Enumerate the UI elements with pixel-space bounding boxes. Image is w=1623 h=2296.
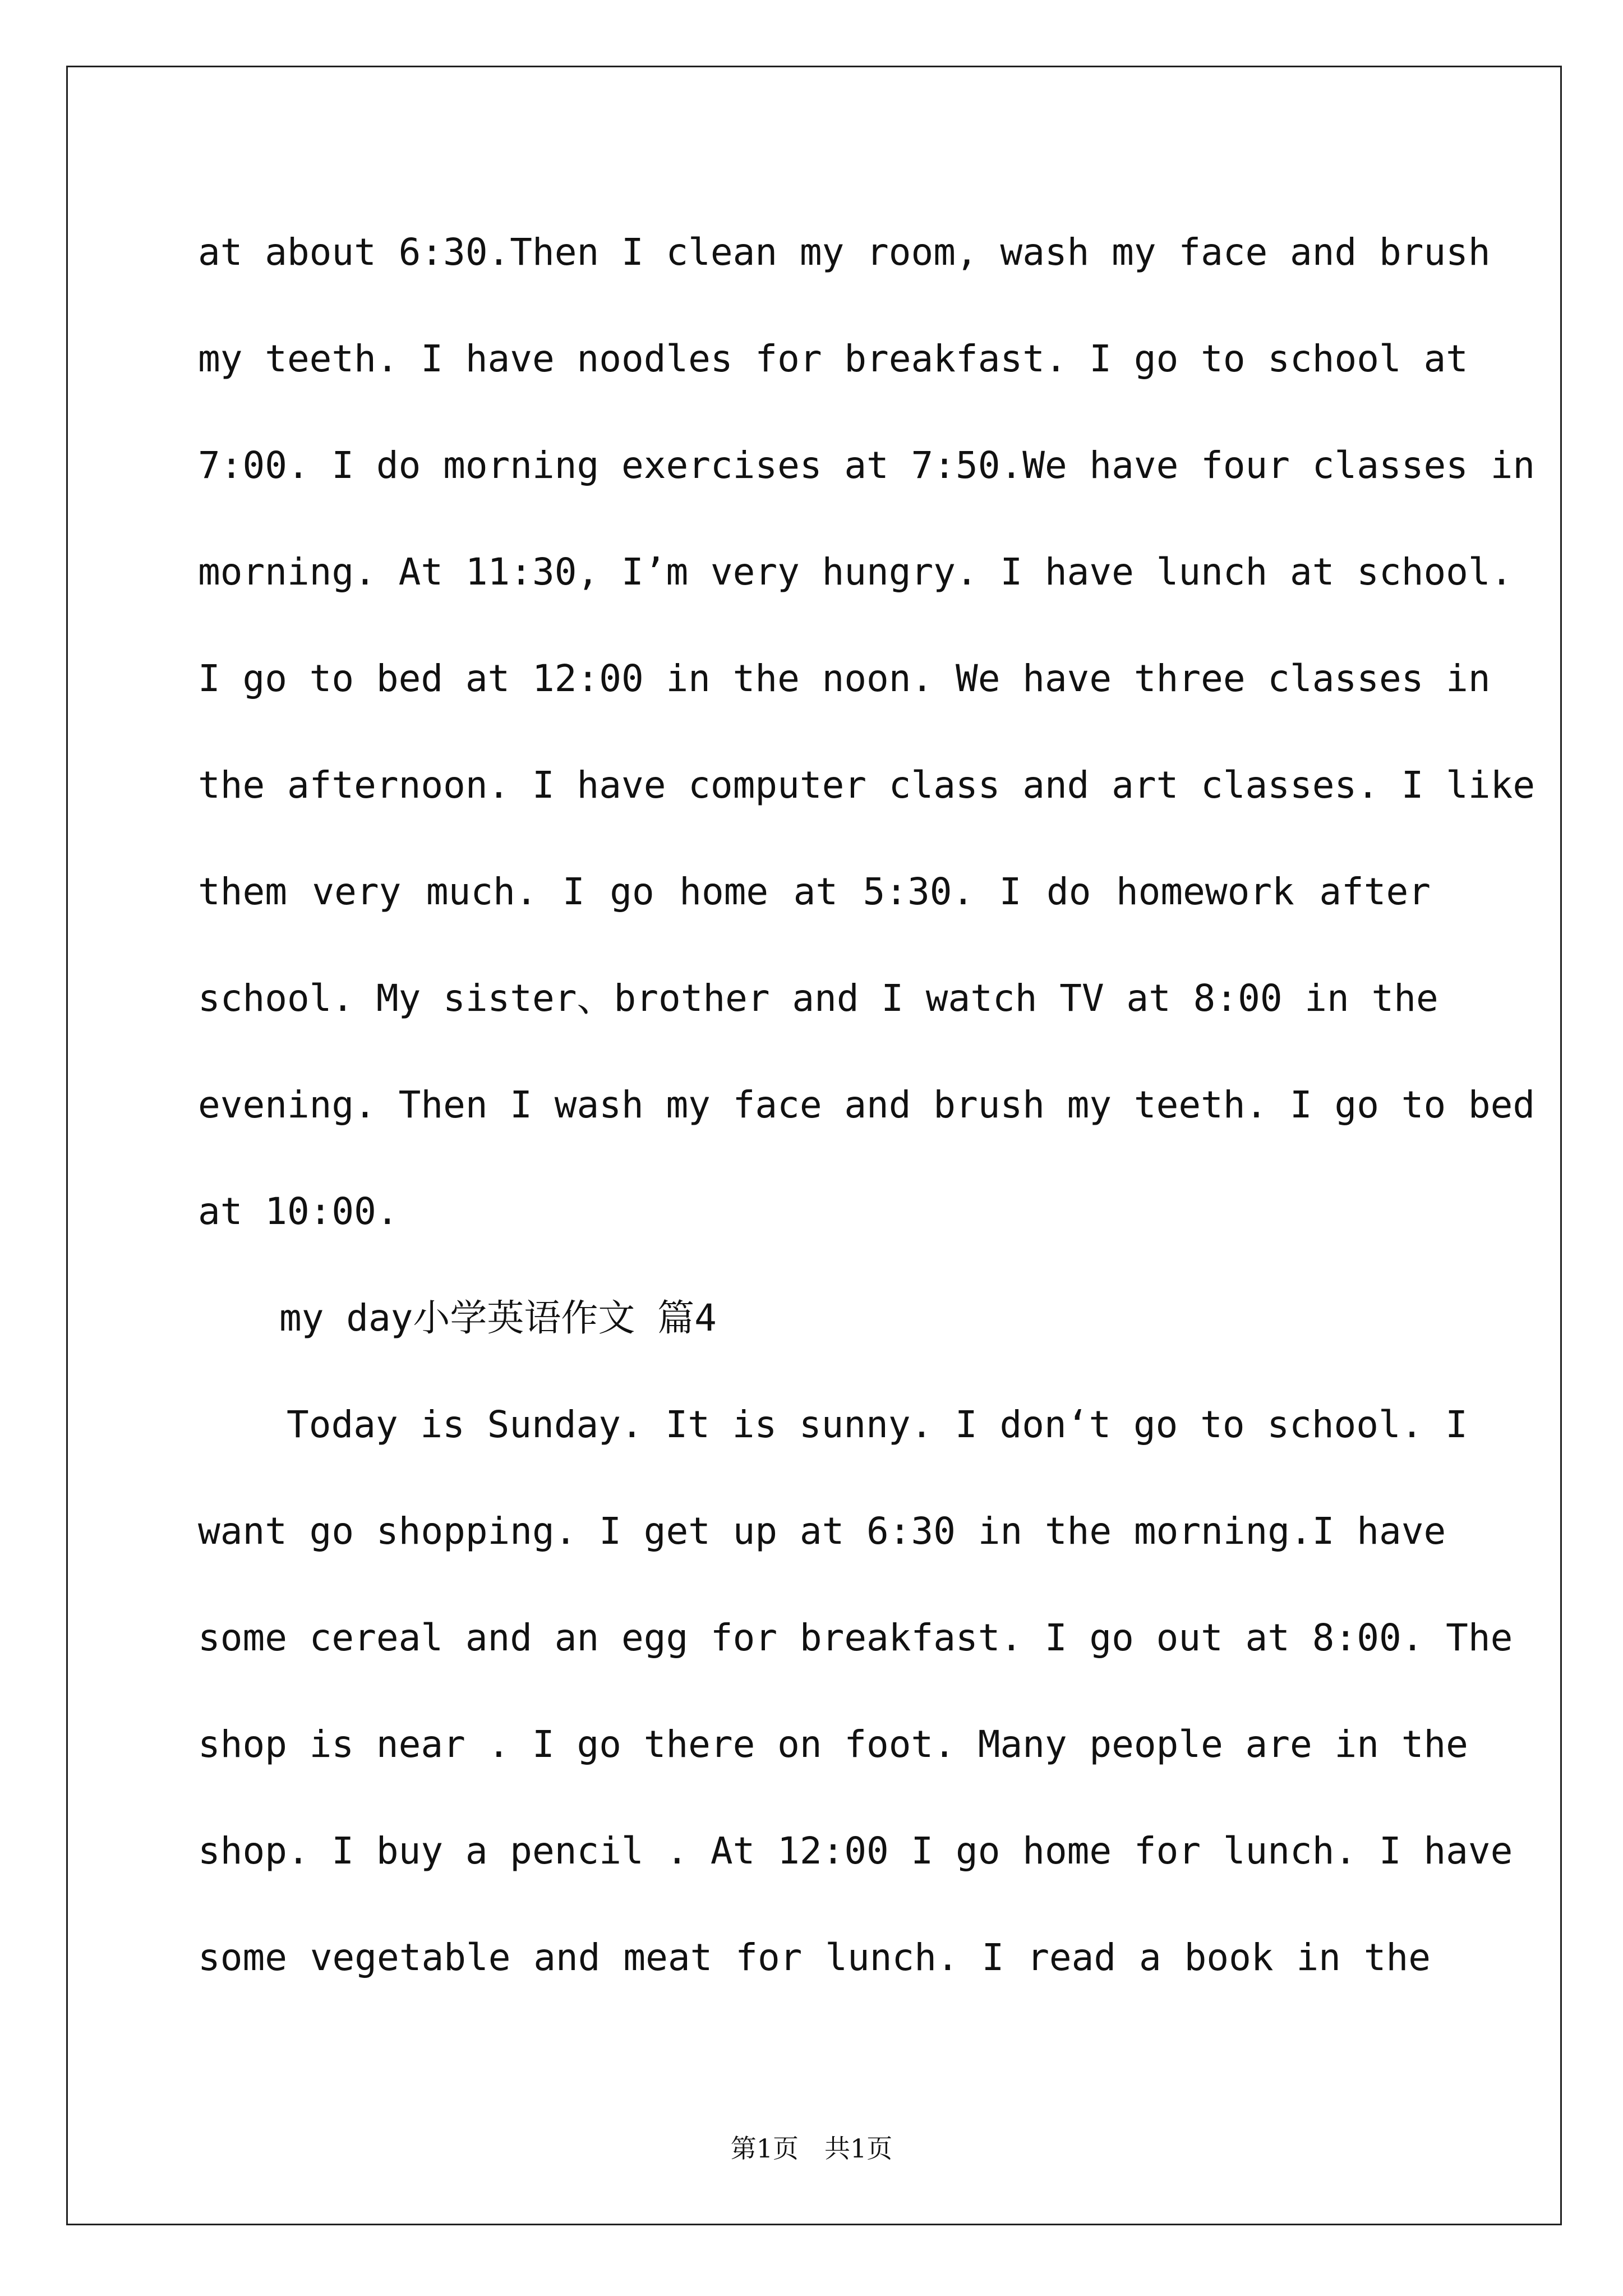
- text-line: my teeth. I have noodles for breakfast. I go to school at: [198, 337, 1468, 380]
- page-footer: 第1页 共1页: [730, 2133, 893, 2164]
- text-line: Today is Sunday. It is sunny. I don‘t go to school. I: [287, 1403, 1468, 1446]
- text-line: 7:00. I do morning exercises at 7:50.We have four classes in: [198, 444, 1536, 487]
- text-line: shop. I buy a pencil . At 12:00 I go home for lunch. I have: [198, 1829, 1513, 1872]
- text-line: some vegetable and meat for lunch. I read a book in the: [198, 1936, 1431, 1979]
- text-line: at about 6:30.Then I clean my room, wash my face and brush: [198, 231, 1491, 274]
- document-body: [198, 219, 1536, 2031]
- text-line: some cereal and an egg for breakfast. I go out at 8:00. The: [198, 1616, 1513, 1659]
- text-line: at 10:00.: [198, 1190, 399, 1233]
- text-line: shop is near . I go there on foot. Many people are in the: [198, 1723, 1468, 1766]
- text-line: I go to bed at 12:00 in the noon. We have three classes in: [198, 657, 1491, 700]
- text-line: school. My sister、brother and I watch TV at 8:00 in the: [198, 977, 1438, 1020]
- text-line: them very much. I go home at 5:30. I do homework after: [198, 870, 1431, 913]
- text-line: evening. Then I wash my face and brush my teeth. I go to bed: [198, 1083, 1536, 1126]
- text-line: morning. At 11:30, I’m very hungry. I have lunch at school.: [198, 550, 1513, 593]
- section-heading: my day小学英语作文 篇4: [279, 1296, 717, 1340]
- text-line: want go shopping. I get up at 6:30 in the morning.I have: [198, 1510, 1446, 1553]
- text-line: the afternoon. I have computer class and art classes. I like: [198, 763, 1536, 807]
